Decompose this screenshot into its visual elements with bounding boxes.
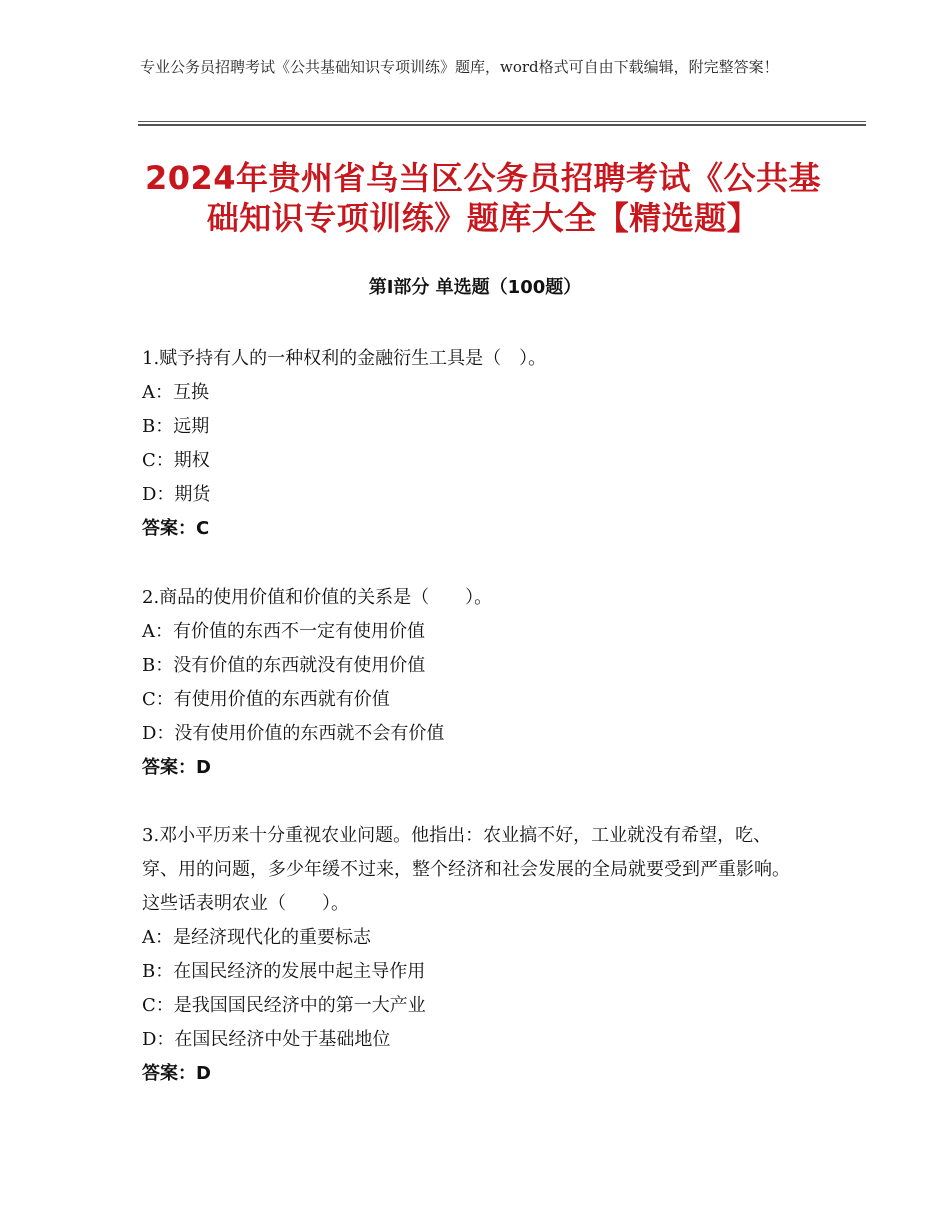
option-d: D：在国民经济中处于基础地位 <box>142 1029 391 1050</box>
question-stem: 3.邓小平历来十分重视农业问题。他指出：农业搞不好，工业就没有希望，吃、穿、用的问题，多少年缓不过来，整个经济和社会发展的全局就要受到严重影响。这些话表明农业（ ）。 <box>142 825 790 914</box>
option-a: A：互换 <box>142 382 209 403</box>
question-stem: 2.商品的使用价值和价值的关系是（ ）。 <box>142 587 493 608</box>
option-c: C：有使用价值的东西就有价值 <box>142 689 390 710</box>
question-block <box>142 581 802 785</box>
question-block <box>142 342 802 546</box>
option-d: D：期货 <box>142 484 211 505</box>
option-b: B：在国民经济的发展中起主导作用 <box>142 961 426 982</box>
header-note: 专业公务员招聘考试《公共基础知识专项训练》题库，word格式可自由下载编辑，附完整答案！ <box>140 58 779 76</box>
answer-line: 答案：D <box>142 757 211 778</box>
header-rule-thick <box>138 124 866 126</box>
header-rule-thin <box>138 121 866 122</box>
option-c: C：是我国国民经济中的第一大产业 <box>142 995 426 1016</box>
document-title: 2024年贵州省乌当区公务员招聘考试《公共基础知识专项训练》题库大全【精选题】 <box>144 159 822 237</box>
option-b: B：远期 <box>142 416 210 437</box>
option-c: C：期权 <box>142 450 210 471</box>
option-a: A：有价值的东西不一定有使用价值 <box>142 621 425 642</box>
option-a: A：是经济现代化的重要标志 <box>142 927 371 948</box>
option-d: D：没有使用价值的东西就不会有价值 <box>142 723 445 744</box>
section-heading: 第Ⅰ部分 单选题（100题） <box>368 277 582 298</box>
answer-line: 答案：D <box>142 1063 211 1084</box>
question-block <box>142 819 802 1091</box>
question-stem: 1.赋予持有人的一种权利的金融衍生工具是（ ）。 <box>142 348 547 369</box>
option-b: B：没有价值的东西就没有使用价值 <box>142 655 426 676</box>
answer-line: 答案：C <box>142 518 210 539</box>
